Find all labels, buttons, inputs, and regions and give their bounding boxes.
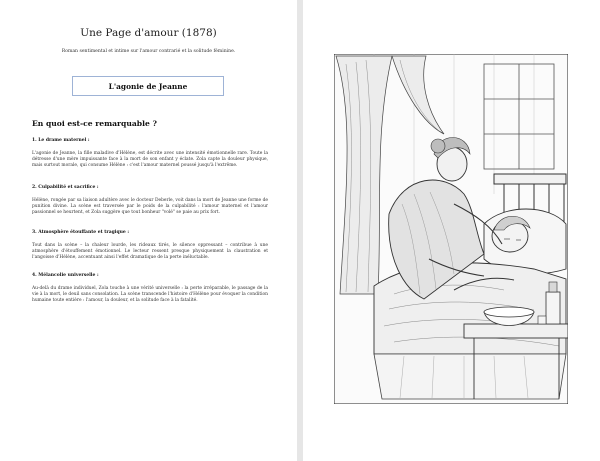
deathbed-illustration bbox=[334, 54, 568, 404]
section-2-heading: 2. Culpabilité et sacrifice : bbox=[32, 185, 99, 190]
section-4-heading: 4. Mélancolie universelle : bbox=[32, 273, 99, 278]
page-title: Une Page d'amour (1878) bbox=[80, 27, 217, 39]
right-page bbox=[303, 0, 600, 461]
left-page bbox=[0, 0, 297, 461]
section-1-heading: 1. Le drame maternel : bbox=[32, 138, 90, 143]
section-1-body: L'agonie de Jeanne, la fille maladive d'Hélène, est décrite avec une intensité émotionnelle rare. Toute la détresse d'une mère impuissante face à la mort de son enfant y éclate. Zola capte la douleur physique, mais surtout morale, qui consume Hélène : c'est l'amour maternel poussé jusqu'à l'extrême. bbox=[32, 151, 268, 169]
section-3-body: Tout dans la scène – la chaleur lourde, les rideaux tirés, le silence oppressant – contribue à une atmosphère d'étouffement émotionnel. Le lecteur ressent presque physiquement la claustration et l'angoisse d'Hélène, accentuant ainsi l'effet dramatique de la perte inéluctable. bbox=[32, 243, 268, 261]
page-subtitle: Roman sentimental et intime sur l'amour contrarié et la solitude féminine. bbox=[61, 49, 236, 54]
section-2-body: Hélène, rongée par sa liaison adultère avec le docteur Deberle, voit dans la mort de Jeanne une forme de punition divine. La scène est traversée par le poids de la culpabilité : l'amour maternel et l'amour passionnel se heurtent, et Zola suggère que tout bonheur "volé" se paie au prix fort. bbox=[32, 198, 268, 216]
boxed-heading: L'agonie de Jeanne bbox=[72, 76, 224, 96]
section-4-body: Au-delà du drame individuel, Zola touche à une vérité universelle : la perte irréparable, le passage de la vie à la mort, le deuil sans consolation. La scène transcende l'histoire d'Hélène pour évoquer la condition humaine toute entière : l'amour, la douleur, et la solitude face à la fatalité. bbox=[32, 286, 268, 304]
section-3-heading: 3. Atmosphère étouffante et tragique : bbox=[32, 230, 129, 235]
question-heading: En quoi est-ce remarquable ? bbox=[32, 119, 157, 128]
